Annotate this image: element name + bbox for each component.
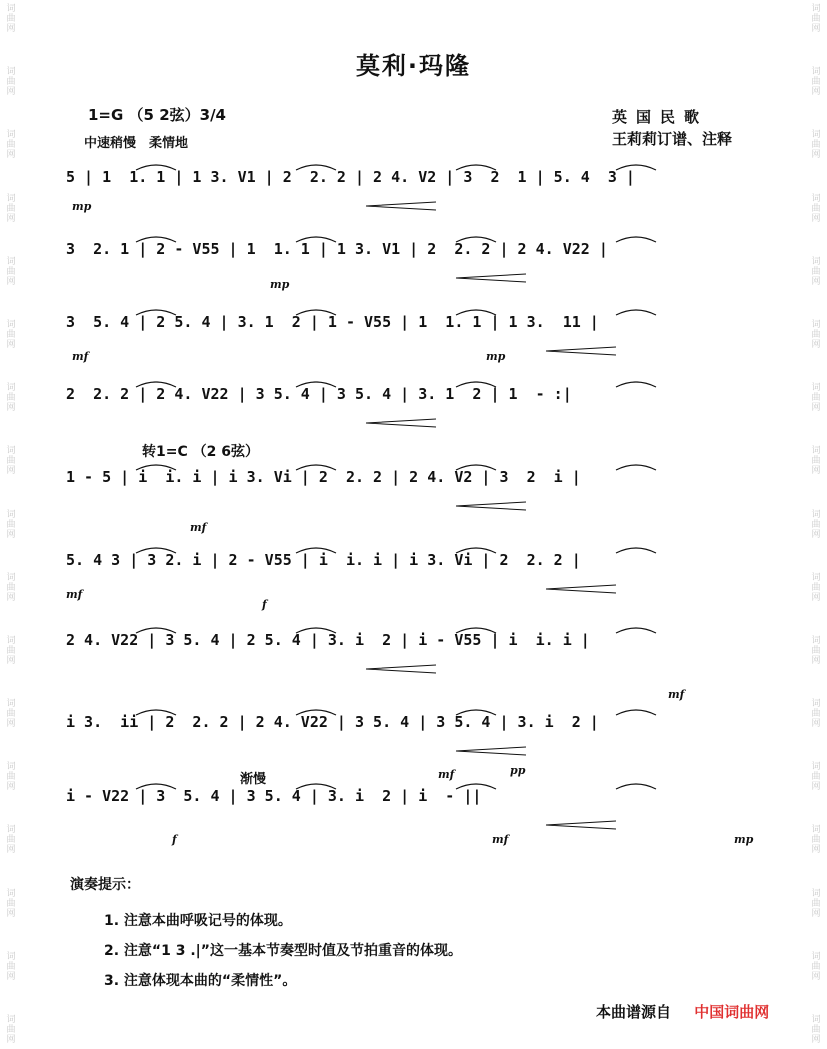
dynamic-mark: mf: [492, 833, 509, 846]
watermark-glyphs: 词 曲 网: [6, 1015, 16, 1045]
song-origin: 英国民歌: [612, 108, 709, 126]
watermark-glyphs: 词 曲 网: [811, 383, 821, 414]
watermark-glyphs: 词 曲 网: [811, 762, 821, 793]
watermark-glyphs: 词 曲 网: [811, 446, 821, 477]
watermark-glyphs: 词 曲 网: [6, 951, 16, 982]
note-sequence: 1 - 5 | i i. i | i 3. Vi | 2 2. 2 | 2 4. V2 | 3 2 i |: [66, 468, 581, 486]
hairpin-mark: [456, 747, 526, 755]
watermark-glyphs: 词 曲 网: [811, 319, 821, 350]
hairpin-mark: [366, 419, 436, 427]
modulation-marking: 转1=C （2 6弦）: [142, 444, 259, 460]
hairpin-mark: [366, 665, 436, 673]
hairpin-mark: [366, 202, 436, 210]
watermark-right: [809, 0, 823, 1049]
performance-tips: [70, 874, 770, 996]
score-line: [66, 460, 756, 518]
editor-credit: 王莉莉订谱、注释: [612, 130, 733, 148]
watermark-glyphs: 词 曲 网: [811, 951, 821, 982]
watermark-glyphs: 词 曲 网: [6, 446, 16, 477]
watermark-glyphs: 词 曲 网: [6, 509, 16, 540]
tips-title: 演奏提示：: [70, 877, 140, 893]
hairpin-mark: [546, 821, 616, 829]
score-line: [66, 705, 756, 763]
dynamic-mark: mp: [72, 200, 92, 213]
watermark-glyphs: 词 曲 网: [811, 888, 821, 919]
note-sequence: 3 5. 4 | 2 5. 4 | 3. 1 2 | 1 - V55 | 1 1. 1 | 1 3. 11 |: [66, 313, 599, 331]
watermark-left: [4, 0, 18, 1049]
note-sequence: i - V22 | 3 5. 4 | 3 5. 4 | 3. i 2 | i - ||: [66, 787, 482, 805]
note-sequence: 5 | 1 1. 1 | 1 3. V1 | 2 2. 2 | 2 4. V2 | 3 2 1 | 5. 4 3 |: [66, 168, 635, 186]
source-site[interactable]: 中国词曲网: [694, 1003, 770, 1021]
key-signature: 1=G （5 2弦）3/4: [88, 106, 226, 124]
source-credit: [596, 1001, 769, 1022]
score-line: [66, 305, 756, 363]
watermark-glyphs: 词 曲 网: [811, 256, 821, 287]
watermark-glyphs: 词 曲 网: [6, 256, 16, 287]
tempo-marking: 中速稍慢 柔情地: [84, 136, 189, 151]
note-sequence: 2 2. 2 | 2 4. V22 | 3 5. 4 | 3 5. 4 | 3. 1 2 | 1 - :|: [66, 385, 572, 403]
score-line: [66, 779, 756, 837]
dynamic-mark: mp: [270, 278, 290, 291]
watermark-glyphs: 词 曲 网: [6, 4, 16, 34]
watermark-glyphs: 词 曲 网: [6, 635, 16, 666]
ritardando-marking: 渐慢: [240, 772, 267, 787]
watermark-glyphs: 词 曲 网: [811, 1015, 821, 1045]
watermark-glyphs: 词 曲 网: [811, 635, 821, 666]
watermark-glyphs: 词 曲 网: [6, 319, 16, 350]
hairpin-mark: [546, 585, 616, 593]
dynamic-mark: f: [262, 598, 267, 611]
score-line: [66, 623, 756, 681]
dynamic-mark: mf: [668, 688, 685, 701]
hairpin-mark: [456, 274, 526, 282]
watermark-glyphs: 词 曲 网: [811, 509, 821, 540]
watermark-glyphs: 词 曲 网: [6, 193, 16, 224]
watermark-glyphs: 词 曲 网: [6, 888, 16, 919]
dynamic-mark: mf: [72, 350, 89, 363]
tip-item: 3. 注意体现本曲的“柔情性”。: [104, 973, 297, 989]
hairpin-mark: [546, 347, 616, 355]
source-label: 本曲谱源自: [596, 1003, 672, 1021]
watermark-glyphs: 词 曲 网: [6, 699, 16, 730]
note-sequence: i 3. ii | 2 2. 2 | 2 4. V22 | 3 5. 4 | 3 5. 4 | 3. i 2 |: [66, 713, 599, 731]
watermark-glyphs: 词 曲 网: [811, 825, 821, 856]
dynamic-mark: f: [172, 833, 177, 846]
watermark-glyphs: 词 曲 网: [811, 699, 821, 730]
note-sequence: 2 4. V22 | 3 5. 4 | 2 5. 4 | 3. i 2 | i - V55 | i i. i |: [66, 631, 590, 649]
tip-item: 1. 注意本曲呼吸记号的体现。: [104, 913, 292, 929]
tip-item: 2. 注意“1 3 .|”这一基本节奏型时值及节拍重音的体现。: [104, 943, 462, 959]
watermark-glyphs: 词 曲 网: [6, 383, 16, 414]
watermark-glyphs: 词 曲 网: [811, 4, 821, 34]
page-title: 莫利·玛隆: [355, 52, 472, 80]
watermark-glyphs: 词 曲 网: [6, 130, 16, 161]
dynamic-mark: mp: [734, 833, 754, 846]
note-sequence: 3 2. 1 | 2 - V55 | 1 1. 1 | 1 3. V1 | 2 2. 2 | 2 4. V22 |: [66, 240, 608, 258]
dynamic-mark: mp: [486, 350, 506, 363]
watermark-glyphs: 词 曲 网: [811, 130, 821, 161]
watermark-glyphs: 词 曲 网: [6, 825, 16, 856]
watermark-glyphs: 词 曲 网: [6, 762, 16, 793]
dynamic-mark: pp: [510, 764, 526, 777]
watermark-glyphs: 词 曲 网: [811, 67, 821, 98]
score-line: [66, 160, 756, 218]
score-line: [66, 232, 756, 290]
dynamic-mark: mf: [66, 588, 83, 601]
score-line: [66, 377, 756, 435]
note-sequence: 5. 4 3 | 3 2. i | 2 - V55 | i i. i | i 3. Vi | 2 2. 2 |: [66, 551, 581, 569]
hairpin-mark: [456, 502, 526, 510]
watermark-glyphs: 词 曲 网: [811, 572, 821, 603]
dynamic-mark: mf: [190, 521, 207, 534]
score-line: [66, 543, 756, 601]
watermark-glyphs: 词 曲 网: [811, 193, 821, 224]
dynamic-mark: mf: [438, 768, 455, 781]
watermark-glyphs: 词 曲 网: [6, 572, 16, 603]
watermark-glyphs: 词 曲 网: [6, 67, 16, 98]
